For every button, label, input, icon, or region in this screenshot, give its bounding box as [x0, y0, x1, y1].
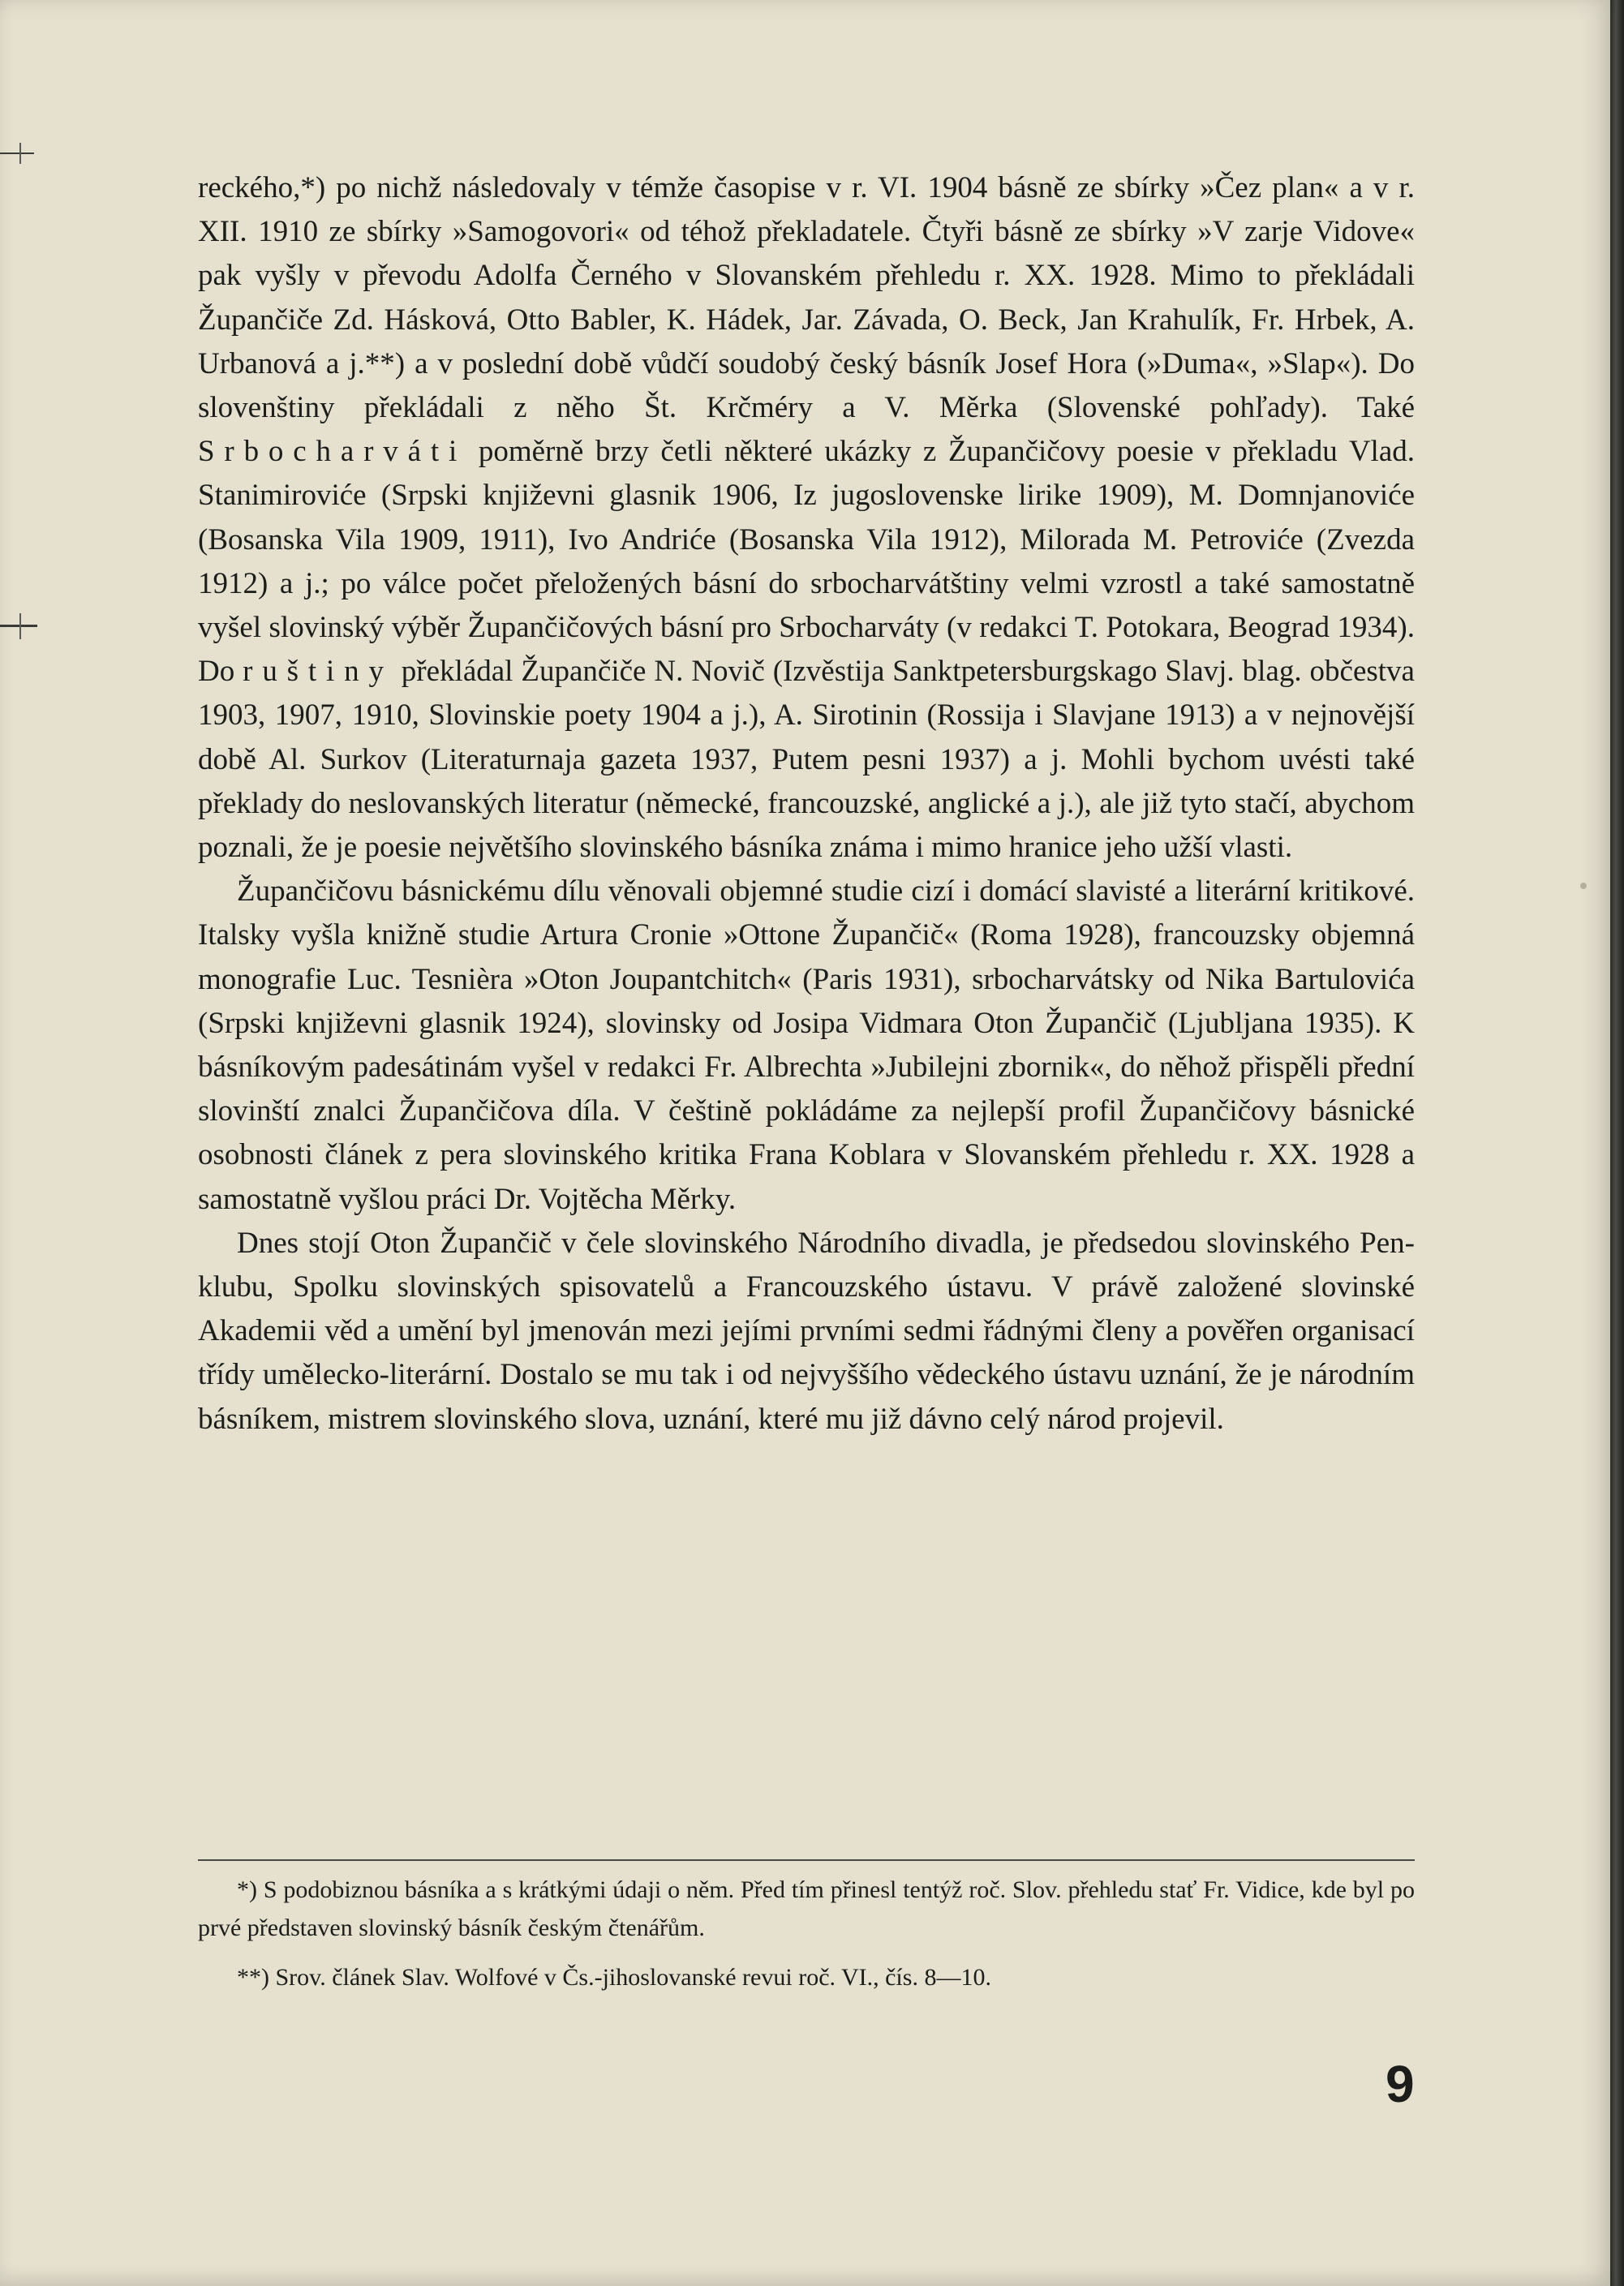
paragraph-1-text-a: reckého,*) po nichž následovaly v témže časopise v r. VI. 1904 básně ze sbírky »Čez plan« a v r. XII. 1910 ze sbírky »Samogovori« od téhož překladatele. Čtyři básně ze sbírky »V zarje Vidove« pak vyšly v převodu Adolfa Černého v Slovanském přehledu r. XX. 1928. Mimo to překládali Župančiče Zd. Hásková, Otto Babler, K. Hádek, Jar. Závada, O. Beck, Jan Krahulík, Fr. Hrbek, A. Urbanová a j.**) a v poslední době vůdčí soudobý český básník Josef Hora (»Duma«, »Slap«). Do slovenštiny překládali z něho Št. Krčméry a V. Měrka (Slovenské pohľady). Také	[198, 171, 1415, 425]
footnotes	[198, 1871, 1415, 1996]
paragraph-1-text-b: poměrně brzy četli některé ukázky z Župančičovy poesie v překladu Vlad. Stanimiroviće (Srpski književni glasnik 1906, Iz jugoslovenske lirike 1909), M. Domnjanoviće (Bosanska Vila 1909, 1911), Ivo Andriće (Bosanska Vila 1912), Milorada M. Petroviće (Zvezda 1912) a j.; po válce počet přeložených básní do srbocharvátštiny velmi vzrostl a také samostatně vyšel slovinský výběr Župančičových básní pro Srbocharváty (v redakci T. Potokara, Beograd 1934). Do	[198, 435, 1415, 689]
binding-mark	[0, 153, 34, 154]
paragraph-1	[198, 166, 1415, 870]
binding-mark	[0, 625, 37, 627]
spaced-term-srbocharvati: Srbocharváti	[198, 435, 467, 469]
paper-speck	[1580, 883, 1587, 889]
main-text	[198, 166, 1415, 1442]
paragraph-3: Dnes stojí Oton Župančič v čele slovinského Národního divadla, je předsedou slovinského Pen-klubu, Spolku slovinských spisovatelů a Francouzského ústavu. V právě založené slovinské Akademii věd a umění byl jmenován mezi jejími prvními sedmi řádnými členy a pověřen organisací třídy umělecko-literární. Dostalo se mu tak i od nejvyššího vědeckého ústavu uznání, že je národním básníkem, mistrem slovinského slova, uznání, které mu již dávno celý národ projevil.	[198, 1226, 1415, 1436]
page-number: 9	[1386, 2055, 1415, 2113]
binding-mark	[19, 143, 21, 164]
footnote-1: *) S podobiznou básníka a s krátkými údaji o něm. Před tím přinesl tentýž roč. Slov. přehledu stať Fr. Vidice, kde byl po prvé představen slovinský básník českým čtenářům.	[198, 1876, 1415, 1941]
spaced-term-rustiny: ruštiny	[243, 655, 393, 689]
paragraph-1-text-c: překládal Župančiče N. Novič (Izvěstija Sanktpetersburgskago Slavj. blag. občestva 1903, 1907, 1910, Slovinskie poety 1904 a j.), A. Sirotinin (Rossija i Slavjane 1913) a v nejnovější době Al. Surkov (Literaturnaja gazeta 1937, Putem pesni 1937) a j. Mohli bychom uvésti také překlady do neslovanských literatur (německé, francouzské, anglické a j.), ale již tyto stačí, abychom poznali, že je poesie největšího slovinského básníka známa i mimo hranice jeho užší vlasti.	[198, 655, 1415, 865]
paragraph-2: Župančičovu básnickému dílu věnovali objemné studie cizí i domácí slavisté a literární kritikové. Italsky vyšla knižně studie Artura Cronie »Ottone Župančič« (Roma 1928), francouzsky objemná monografie Luc. Tesnièra »Oton Joupantchitch« (Paris 1931), srbocharvátsky od Nika Bartulovića (Srpski književni glasnik 1924), slovinsky od Josipa Vidmara Oton Župančič (Ljubljana 1935). K básníkovým padesátinám vyšel v redakci Fr. Albrechta »Jubilejni zbornik«, do něhož přispěli přední slovinští znalci Župančičova díla. V češtině pokládáme za nejlepší profil Župančičovy básnické osobnosti článek z pera slovinského kritika Frana Koblara v Slovanském přehledu r. XX. 1928 a samostatně vyšlou práci Dr. Vojtěcha Měrky.	[198, 874, 1415, 1216]
binding-mark	[19, 613, 21, 639]
book-edge-shadow	[1610, 0, 1624, 2286]
footnote-rule	[198, 1859, 1415, 1861]
footnote-2: **) Srov. článek Slav. Wolfové v Čs.-jihoslovanské revui roč. VI., čís. 8—10.	[237, 1964, 991, 1991]
